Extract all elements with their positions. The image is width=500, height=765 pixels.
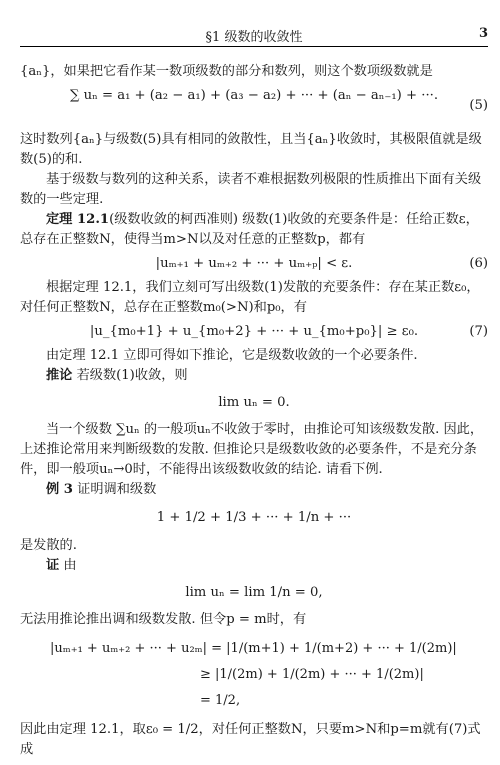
equation-5-content: ∑ uₙ = a₁ + (a₂ − a₁) + (a₃ − a₂) + ··· + (aₙ − aₙ₋₁) + ···. [69, 88, 439, 103]
page-number: 3 [478, 26, 488, 41]
paragraph-8: 无法用推论推出调和级数发散. 但令p = m时，有 [20, 612, 307, 627]
equation-5 [20, 86, 488, 126]
equation-harmonic [20, 504, 488, 532]
equation-limit-content: lim uₙ = 0. [218, 395, 290, 410]
chain-line-3: = 1/2, [200, 693, 241, 708]
theorem-label: 定理 12.1 [46, 212, 110, 227]
equation-7 [20, 322, 488, 342]
chain-line-1: |uₘ₊₁ + uₘ₊₂ + ··· + u₂ₘ| = |1/(m+1) + 1/(m+2) + ··· + 1/(2m)| [50, 641, 457, 656]
equation-limit [20, 390, 488, 416]
paragraph-3: 基于级数与数列的这种关系，读者不难根据数列极限的性质推出下面有关级数的一些定理. [20, 172, 482, 207]
chain-line-2: ≥ |1/(2m) + 1/(2m) + ··· + 1/(2m)| [200, 667, 424, 682]
paragraph-7: 是发散的. [20, 538, 77, 553]
paragraph-5: 由定理 12.1 立即可得如下推论，它是级数收敛的一个必要条件. [46, 348, 418, 363]
equation-limit-2-content: lim uₙ = lim 1/n = 0, [185, 585, 323, 600]
running-header [20, 26, 488, 47]
theorem-12-1 [20, 210, 488, 250]
page-body [20, 62, 488, 760]
section-title: §1 级数的收敛性 [205, 30, 303, 45]
corollary-label: 推论 [46, 368, 73, 383]
equation-harmonic-content: 1 + 1/2 + 1/3 + ··· + 1/n + ··· [156, 510, 352, 525]
paragraph-2: 这时数列{aₙ}与级数(5)具有相同的敛散性，且当{aₙ}收敛时，其极限值就是级数(5)的和. [20, 132, 482, 167]
proof-text: 由 [63, 558, 77, 573]
paragraph-9: 因此由定理 12.1，取ε₀ = 1/2，对任何正整数N，只要m>N和p=m就有(7)式成 [20, 722, 481, 757]
corollary [20, 366, 488, 386]
example-text: 证明调和级数 [77, 482, 157, 497]
proof-label: 证 [46, 558, 60, 573]
paragraph-6: 当一个级数 ∑uₙ 的一般项uₙ不收敛于零时，由推论可知该级数发散. 因此，上述推论常用来判断级数的发散. 但推论只是级数收敛的必要条件，不是充分条件，即一般项uₙ→0时，不能得出该级数收敛的结论. 请看下例. [20, 422, 484, 477]
equation-6 [20, 254, 488, 274]
equation-6-content: |uₘ₊₁ + uₘ₊₂ + ··· + uₘ₊ₚ| < ε. [155, 256, 353, 271]
theorem-text: 级数(1)收敛的充要条件是：任给正数ε，总存在正整数N，使得当m>N以及对任意的正整数p，都有 [20, 212, 479, 247]
paragraph-4: 根据定理 12.1，我们立刻可写出级数(1)发散的充要条件：存在某正数ε₀，对任何正整数N，总存在正整数m₀(>N)和p₀，有 [20, 280, 480, 315]
example-label: 例 3 [46, 482, 73, 497]
equation-limit-2 [20, 580, 488, 606]
equation-7-number: (7) [469, 324, 488, 339]
equation-6-number: (6) [469, 256, 488, 271]
equation-7-content: |u_{m₀+1} + u_{m₀+2} + ··· + u_{m₀+p₀}| ≥ ε₀. [89, 324, 419, 339]
proof [20, 556, 488, 576]
inequality-chain [50, 636, 488, 714]
theorem-name: (级数收敛的柯西准则) [109, 212, 239, 227]
paragraph-1: {aₙ}，如果把它看作某一数项级数的部分和数列，则这个数项级数就是 [20, 64, 433, 79]
example-3 [20, 480, 488, 500]
equation-5-number: (5) [469, 98, 488, 113]
corollary-text: 若级数(1)收敛，则 [76, 368, 188, 383]
